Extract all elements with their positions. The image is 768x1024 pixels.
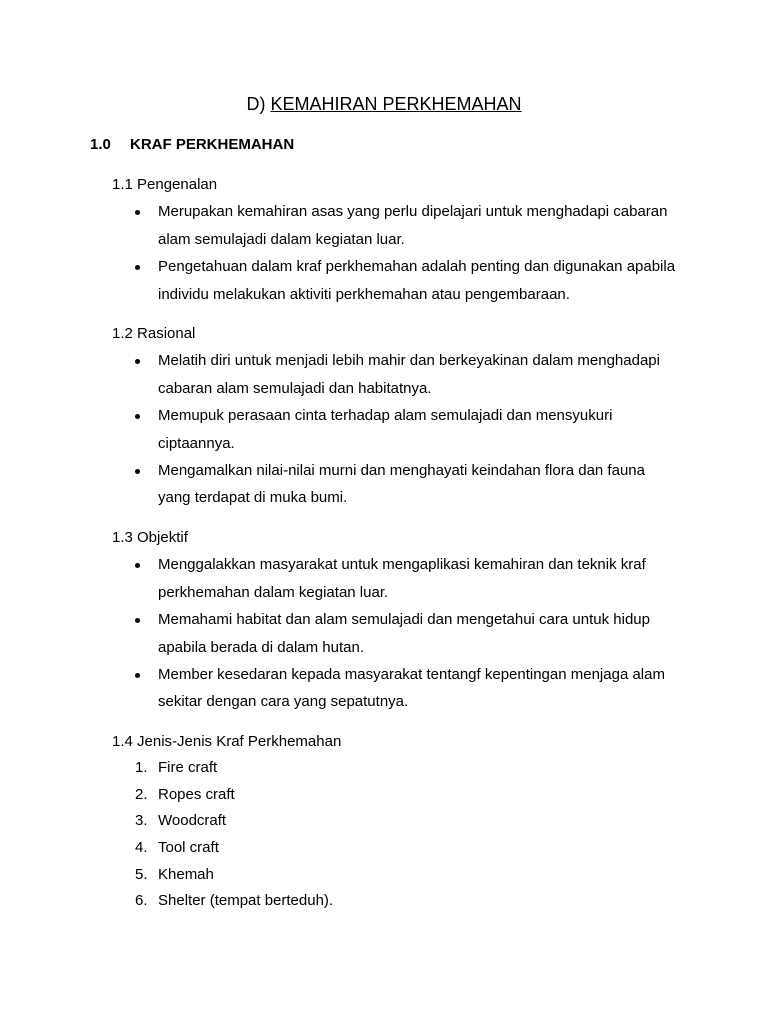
- numbered-item: [0, 888, 768, 915]
- bullet-icon: [135, 618, 140, 623]
- item-label: Ropes craft: [158, 785, 235, 803]
- bullet-icon: [135, 673, 140, 678]
- item-number: 5.: [135, 865, 148, 883]
- item-number: 1.: [135, 759, 148, 777]
- bullet-text-line: Pengetahuan dalam kraf perkhemahan adalah penting dan digunakan apabila: [158, 258, 676, 276]
- item-number: 3.: [135, 812, 148, 830]
- bullet-list: [0, 347, 768, 511]
- bullet-icon: [135, 469, 140, 474]
- bullet-item: [0, 457, 768, 512]
- bullet-text-line: Mengamalkan nilai-nilai murni dan menghayati keindahan flora dan fauna: [158, 462, 645, 480]
- bullet-list: [0, 551, 768, 715]
- numbered-item: [0, 782, 768, 809]
- bullet-text-line: cabaran alam semulajadi dan habitatnya.: [158, 379, 432, 397]
- section-heading: [0, 132, 768, 158]
- bullet-text-line: sekitar dengan cara yang sepatutnya.: [158, 693, 409, 711]
- bullet-icon: [135, 563, 140, 568]
- bullet-icon: [135, 414, 140, 419]
- item-label: Tool craft: [158, 838, 219, 856]
- item-label: Shelter (tempat berteduh).: [158, 892, 334, 910]
- bullet-text-line: alam semulajadi dalam kegiatan luar.: [158, 230, 405, 248]
- title-prefix: D): [246, 94, 266, 114]
- item-number: 4.: [135, 838, 148, 856]
- bullet-item: [0, 198, 768, 253]
- subsection-heading: 1.4 Jenis-Jenis Kraf Perkhemahan: [112, 732, 342, 750]
- bullet-icon: [135, 210, 140, 215]
- bullet-text-line: Melatih diri untuk menjadi lebih mahir dan berkeyakinan dalam menghadapi: [158, 352, 660, 370]
- subsection-pengenalan: [0, 171, 768, 308]
- bullet-text-line: Merupakan kemahiran asas yang perlu dipelajari untuk menghadapi cabaran: [158, 203, 668, 221]
- bullet-text-line: Memahami habitat dan alam semulajadi dan mengetahui cara untuk hidup: [158, 611, 650, 629]
- item-label: Khemah: [158, 865, 214, 883]
- bullet-text-line: ciptaannya.: [158, 434, 235, 452]
- bullet-text-line: yang terdapat di muka bumi.: [158, 489, 348, 507]
- bullet-list: [0, 198, 768, 308]
- bullet-text-line: individu melakukan aktiviti perkhemahan atau pengembaraan.: [158, 285, 570, 303]
- bullet-text-line: apabila berada di dalam hutan.: [158, 638, 364, 656]
- item-label: Fire craft: [158, 759, 218, 777]
- bullet-text-line: perkhemahan dalam kegiatan luar.: [158, 583, 389, 601]
- item-label: Woodcraft: [158, 812, 227, 830]
- numbered-item: [0, 862, 768, 889]
- bullet-icon: [135, 265, 140, 270]
- item-number: 6.: [135, 892, 148, 910]
- subsection-objektif: [0, 524, 768, 716]
- subsection-jenis-kraf: [0, 728, 768, 915]
- item-number: 2.: [135, 785, 148, 803]
- subsection-rasional: [0, 320, 768, 512]
- subsection-heading: 1.1 Pengenalan: [112, 176, 218, 193]
- section-title: KRAF PERKHEMAHAN: [130, 136, 295, 153]
- document-title: [0, 91, 768, 117]
- title-main: KEMAHIRAN PERKHEMAHAN: [270, 94, 522, 114]
- section-number: 1.0: [90, 136, 111, 153]
- bullet-item: [0, 551, 768, 606]
- bullet-item: [0, 661, 768, 716]
- bullet-text-line: Member kesedaran kepada masyarakat tentangf kepentingan menjaga alam: [158, 665, 665, 683]
- numbered-item: [0, 835, 768, 862]
- bullet-text-line: Memupuk perasaan cinta terhadap alam semulajadi dan mensyukuri: [158, 407, 613, 425]
- bullet-item: [0, 253, 768, 308]
- bullet-item: [0, 402, 768, 457]
- bullet-text-line: Menggalakkan masyarakat untuk mengaplikasi kemahiran dan teknik kraf: [158, 556, 646, 574]
- bullet-icon: [135, 359, 140, 364]
- bullet-item: [0, 606, 768, 661]
- numbered-list: [0, 755, 768, 915]
- bullet-item: [0, 347, 768, 402]
- subsection-heading: 1.3 Objektif: [112, 528, 188, 546]
- numbered-item: [0, 755, 768, 782]
- numbered-item: [0, 808, 768, 835]
- subsection-heading: 1.2 Rasional: [112, 325, 196, 343]
